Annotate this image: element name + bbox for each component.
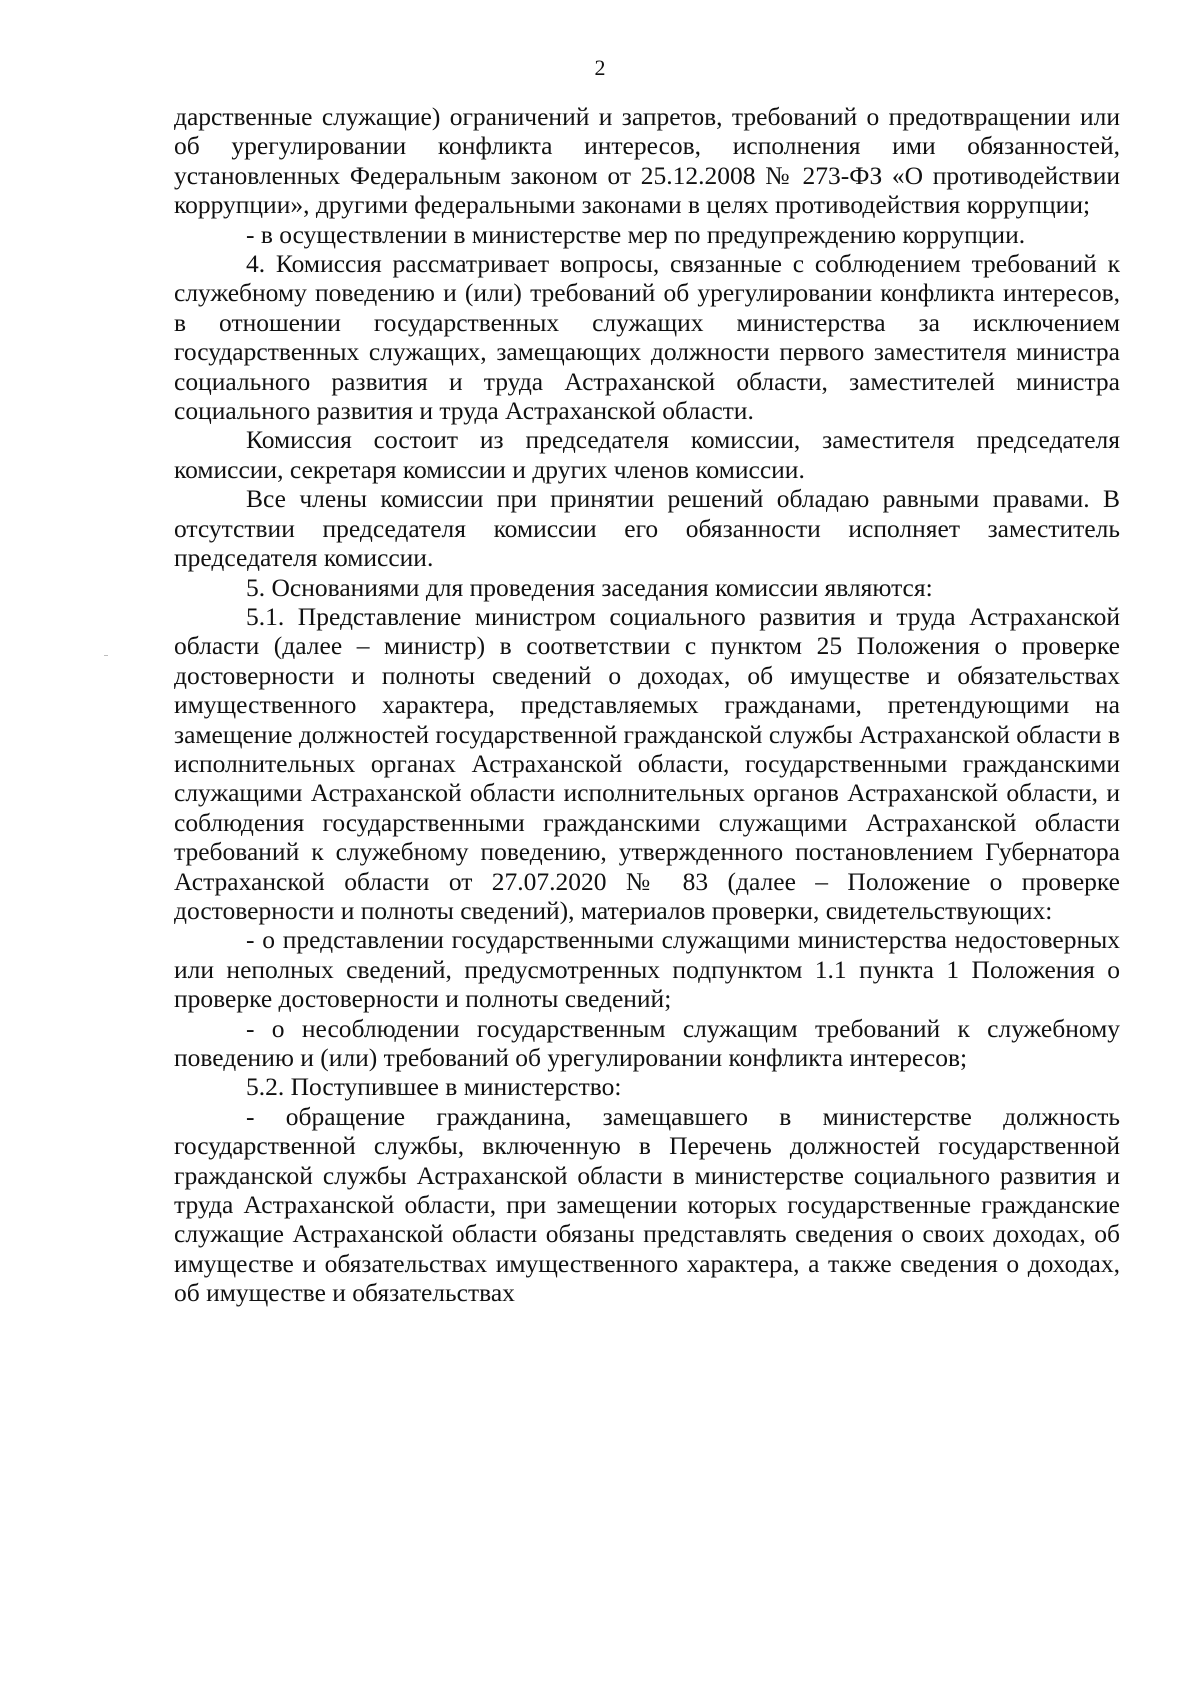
- paragraph-item-5: 5. Основаниями для проведения заседания комиссии являются:: [246, 572, 933, 602]
- paragraph-citizen-appeal: - обращение гражданина, замещавшего в министерстве должность государственной службы, включенную в Перечень должностей государственной гражданской службы Астраханской области в министерстве социального развития и труда Астраханской области, при замещении которых государственные гражданские служащие Астраханской области обязаны представлять сведения о своих доходах, об имуществе и обязательствах имущественного характера, а также сведения о доходах, об имуществе и обязательствах: [174, 1101, 1120, 1308]
- page-number: 2: [594, 55, 606, 80]
- paragraph-anti-corruption-measures: - в осуществлении в министерстве мер по предупреждению коррупции.: [246, 219, 1026, 249]
- paragraph-item-5-1: 5.1. Представление министром социального развития и труда Астраханской области (далее – министр) в соответствии с пунктом 25 Положения о проверке достоверности и полноты сведений о доходах, об имуществе и обязательствах имущественного характера, представляемых гражданами, претендующими на замещение должностей государственной гражданской службы Астраханской области в исполнительных органах Астраханской области, государственными гражданскими служащими Астраханской области исполнительных органов Астраханской области, и соблюдения государственными гражданскими служащими Астраханской области требований к служебному поведению, утвержденного постановлением Губернатора Астраханской области от 27.07.2020 № 83 (далее – Положение о проверке достоверности и полноты сведений), материалов проверки, свидетельствующих:: [174, 601, 1120, 925]
- paragraph-continuation: дарственные служащие) ограничений и запретов, требований о предотвращении или об урегулировании конфликта интересов, исполнения ими обязанностей, установленных Федеральным законом от 25.12.2008 № 273-ФЗ «О противодействии коррупции», другими федеральными законами в целях противодействия коррупции;: [174, 102, 1120, 220]
- document-body: [174, 102, 1120, 1308]
- paragraph-commission-composition: Комиссия состоит из председателя комиссии, заместителя председателя комиссии, секретаря комиссии и других членов комиссии.: [174, 425, 1120, 484]
- paragraph-inaccurate-information: - о представлении государственными служащими министерства недостоверных или неполных сведений, предусмотренных подпунктом 1.1 пункта 1 Положения о проверке достоверности и полноты сведений;: [174, 925, 1120, 1014]
- paragraph-item-5-2: 5.2. Поступившее в министерство:: [246, 1072, 622, 1102]
- paragraph-item-4: 4. Комиссия рассматривает вопросы, связанные с соблюдением требований к служебному поведению и (или) требований об урегулировании конфликта интересов, в отношении государственных служащих министерства за исключением государственных служащих, замещающих должности первого заместителя министра социального развития и труда Астраханской области, заместителей министра социального развития и труда Астраханской области.: [174, 249, 1120, 426]
- scan-artifact: [104, 655, 108, 656]
- paragraph-non-compliance: - о несоблюдении государственным служащим требований к служебному поведению и (или) требований об урегулировании конфликта интересов;: [174, 1013, 1120, 1072]
- paragraph-members-rights: Все члены комиссии при принятии решений обладаю равными правами. В отсутствии председателя комиссии его обязанности исполняет заместитель председателя комиссии.: [174, 484, 1120, 573]
